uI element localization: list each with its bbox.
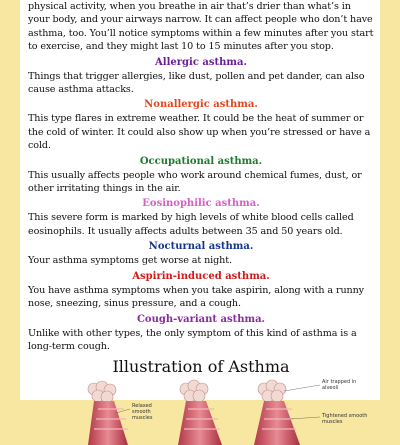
heading-aspirin-induced-asthma: Aspirin-induced asthma.: [132, 270, 270, 282]
alveoli-cluster-trapped-air: [258, 380, 286, 402]
article-page: [20, 0, 380, 426]
airway-tube-tightened: [254, 401, 300, 445]
illustration-title: Illustration of Asthma: [112, 357, 290, 377]
paragraph-occupational-asthma: This usually affects people who work around chemical fumes, dust, or other irritating things in the air.: [28, 169, 362, 195]
paragraph-nocturnal-asthma: Your asthma symptoms get worse at night.: [28, 255, 232, 267]
paragraph-exercise-induced: physical activity, when you breathe in air that’s drier than what’s in your body, and your airways narrow. It can affect people who don’t have asthma, too. You’ll notice symptoms within a few minutes after you start to exercise, and they might last 10 to 15 minutes after you stop.: [28, 1, 374, 53]
heading-cough-variant-asthma: Cough-variant asthma.: [136, 313, 266, 325]
alveoli-cluster-inflamed: [180, 380, 208, 402]
article-content: [20, 0, 380, 445]
heading-occupational-asthma: Occupational asthma.: [139, 155, 263, 167]
label-tightened-smooth-muscles: Tightened smooth muscles: [322, 413, 368, 426]
paragraph-cough-variant-asthma: Unlike with other types, the only symptom of this kind of asthma is a long-term cough.: [28, 327, 357, 352]
paragraph-allergic-asthma: Things that trigger allergies, like dust, pollen and pet dander, can also cause asthma attacks.: [28, 70, 365, 96]
paragraph-nonallergic-asthma: This type flares in extreme weather. It could be the heat of summer or the cold of winter. It could also show up when you’re stressed or have a cold.: [28, 113, 371, 152]
asthma-illustration: [28, 379, 374, 445]
airway-tube-relaxed: [88, 401, 128, 445]
heading-eosinophilic-asthma: Eosinophilic asthma.: [142, 198, 260, 210]
label-air-trapped: Air trapped in alveoli: [322, 379, 357, 392]
heading-allergic-asthma: Allergic asthma.: [155, 56, 247, 68]
alveoli-cluster-normal: [88, 381, 116, 403]
paragraph-eosinophilic-asthma: This severe form is marked by high levels of white blood cells called eosinophils. It usually affects adults between 35 and 50 years old.: [28, 212, 354, 237]
label-relaxed-smooth-muscles: Relaxed smooth muscles: [132, 403, 153, 422]
paragraph-aspirin-induced-asthma: You have asthma symptoms when you take aspirin, along with a runny nose, sneezing, sinus pressure, and a cough.: [28, 284, 365, 310]
heading-nonallergic-asthma: Nonallergic asthma.: [144, 99, 258, 111]
heading-nocturnal-asthma: Nocturnal asthma.: [148, 241, 254, 253]
